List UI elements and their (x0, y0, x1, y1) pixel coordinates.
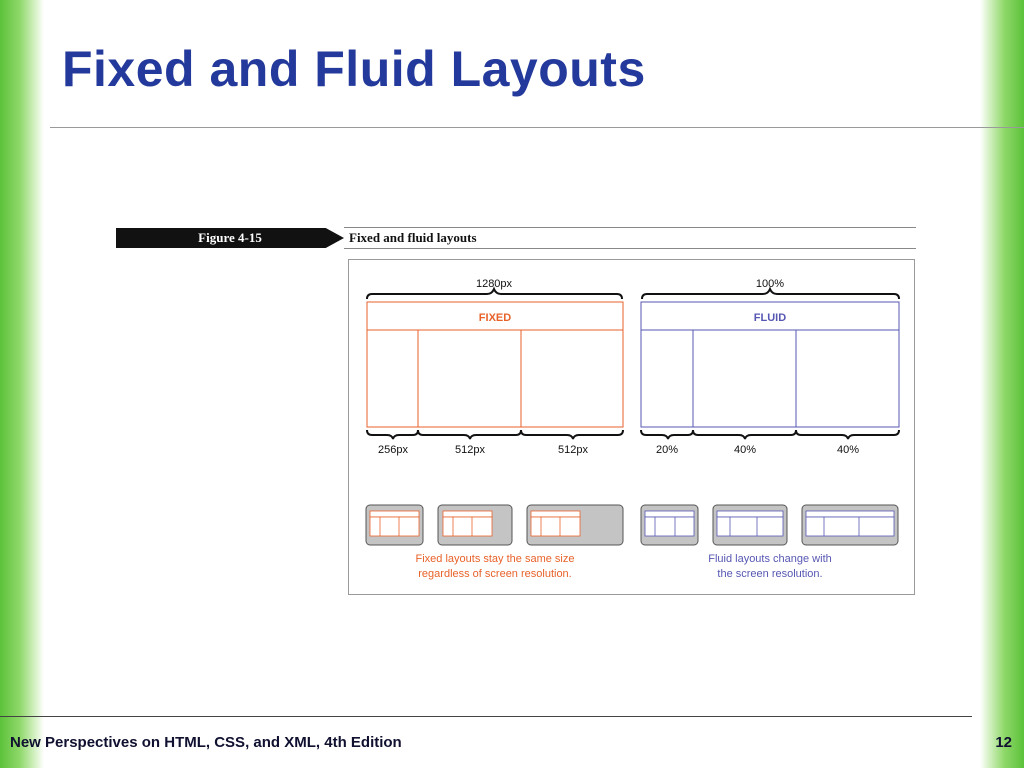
fixed-body-box (367, 330, 623, 427)
fixed-col2-label: 512px (455, 444, 485, 456)
fluid-header-label: FLUID (753, 312, 787, 324)
fixed-note-line1: Fixed layouts stay the same size (415, 553, 575, 565)
fixed-total-width-label: 1280px (475, 278, 513, 290)
figure-caption: Fixed and fluid layouts (349, 230, 477, 245)
left-green-bar (0, 0, 44, 768)
fluid-screen-large (802, 505, 898, 545)
page-number: 12 (995, 734, 1012, 751)
fixed-top-brace (367, 289, 622, 299)
fluid-total-width-label: 100% (755, 278, 785, 290)
slide-title: Fixed and Fluid Layouts (62, 41, 646, 97)
right-green-bar (980, 0, 1024, 768)
footer-text: New Perspectives on HTML, CSS, and XML, 4th Edition (10, 734, 402, 751)
figure-number: Figure 4-15 (198, 230, 262, 245)
fixed-diagram (366, 278, 623, 580)
fluid-note-line2: the screen resolution. (717, 568, 823, 580)
fluid-body-box (641, 330, 899, 427)
fluid-screen-medium (713, 505, 787, 545)
fixed-col1-brace (367, 430, 418, 439)
title-divider (50, 127, 1024, 128)
fixed-col3-label: 512px (558, 444, 588, 456)
fixed-header-label: FIXED (478, 312, 512, 324)
fluid-col1-brace (641, 430, 693, 439)
figure-illustration (348, 259, 915, 595)
fluid-note-line1: Fluid layouts change with (708, 553, 832, 565)
fixed-screen-medium (438, 505, 512, 545)
fluid-col2-brace (693, 430, 796, 439)
layout-diagram (349, 260, 916, 596)
fluid-col3-brace (796, 430, 899, 439)
fluid-screen-small (641, 505, 698, 545)
fixed-col2-brace (418, 430, 521, 439)
fluid-col3-label: 40% (836, 444, 860, 456)
figure-header-rule-top (344, 227, 916, 228)
footer-divider (0, 716, 972, 717)
fixed-screen-small (366, 505, 423, 545)
figure-header-rule-bottom (344, 248, 916, 249)
fluid-col2-label: 40% (733, 444, 757, 456)
fluid-diagram (641, 278, 899, 580)
fixed-col3-brace (521, 430, 623, 439)
fixed-screen-large (527, 505, 623, 545)
fixed-col1-label: 256px (378, 444, 408, 456)
fixed-note-line2: regardless of screen resolution. (418, 568, 572, 580)
fluid-top-brace (642, 289, 899, 299)
fluid-col1-label: 20% (655, 444, 679, 456)
